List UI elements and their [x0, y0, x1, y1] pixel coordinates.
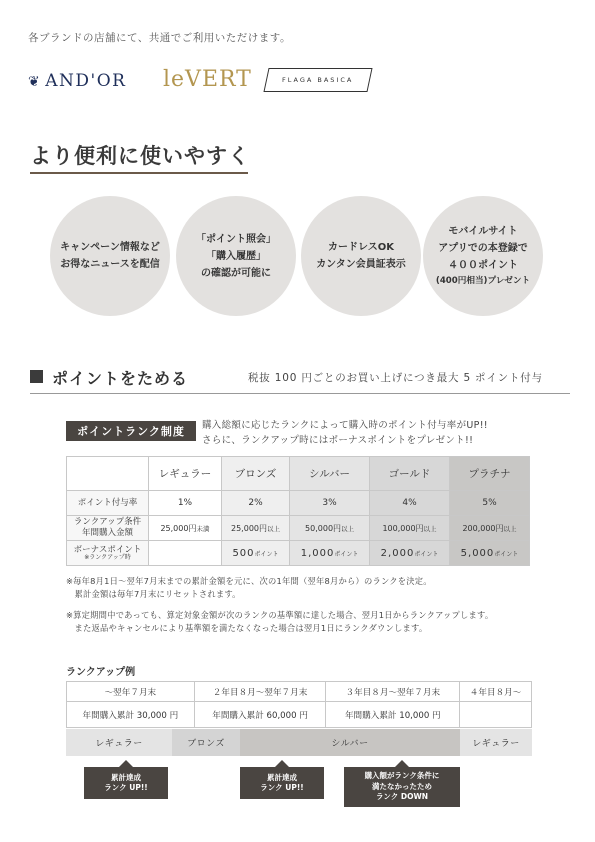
points-subtitle: 税抜 100 円ごとのお買い上げにつき最大 5 ポイント付与	[248, 372, 543, 384]
condition-amount: 25,000円	[231, 523, 267, 533]
example-amount: 年間購入累計 10,000 円	[326, 702, 460, 728]
rate-label: ポイント付与率	[67, 491, 149, 516]
feature-text: (400円相当)プレゼント	[435, 276, 531, 287]
example-title: ランクアップ例	[66, 667, 136, 678]
bonus-cell	[221, 541, 289, 566]
example-period: ２年目８月～翌年７月末	[194, 682, 326, 702]
bonus-cell	[149, 541, 222, 566]
flaga-basica-logo	[263, 68, 372, 92]
callout-text: ランク UP!!	[260, 783, 304, 792]
condition-amount: 50,000円	[305, 523, 342, 533]
callout-text: 購入額がランク条件に	[364, 771, 440, 781]
bonus-cell	[370, 541, 450, 566]
condition-cell	[449, 516, 529, 541]
example-amount: 年間購入累計 30,000 円	[67, 702, 195, 728]
feature-text: お得なニュースを配信	[60, 259, 160, 270]
example-amount: 年間購入累計 60,000 円	[194, 702, 326, 728]
example-amount	[460, 702, 532, 728]
bonus-label-line: ボーナスポイント	[73, 544, 142, 555]
callout-pointer-icon	[395, 760, 409, 767]
feature-circle-history	[176, 196, 296, 316]
points-section-header	[30, 366, 570, 390]
example-period: ４年目８月～	[460, 682, 532, 702]
bonus-unit: ポイント	[334, 550, 359, 558]
feature-text: アプリでの本登録で	[438, 243, 528, 255]
rank-description	[202, 418, 488, 448]
callout-text: 累計達成	[111, 772, 141, 782]
callout-rank-up-2	[240, 767, 324, 799]
condition-suffix: 以上	[423, 524, 437, 533]
rate-row	[67, 491, 530, 516]
intro-text: 各ブランドの店舗にて、共通でご利用いただけます。	[28, 32, 291, 44]
bonus-row	[67, 541, 530, 566]
feature-text: カードレスOK	[328, 242, 394, 253]
condition-label	[67, 516, 149, 541]
levert-logo: leVERT	[163, 67, 252, 92]
rate-cell: 3%	[290, 491, 370, 516]
bonus-unit: ポイント	[414, 550, 439, 558]
bonus-label	[67, 541, 149, 566]
example-period: ～翌年７月末	[67, 682, 195, 702]
rank-table	[66, 456, 530, 566]
points-title: ポイントをためる	[52, 369, 189, 388]
condition-suffix: 以上	[503, 524, 517, 533]
rate-cell: 1%	[149, 491, 222, 516]
rank-header-silver: シルバー	[290, 457, 370, 491]
callout-text: 満たなかったため	[372, 781, 432, 791]
condition-amount: 100,000円	[382, 523, 424, 533]
rank-bar-silver: シルバー	[240, 729, 460, 756]
example-period-row	[67, 682, 532, 702]
rank-header-regular: レギュラー	[149, 457, 222, 491]
condition-cell	[221, 516, 289, 541]
rank-bar-regular: レギュラー	[66, 729, 172, 756]
condition-cell	[370, 516, 450, 541]
note-line: 累計金額は毎年7月末にリセットされます。	[66, 588, 241, 599]
feature-text: キャンペーン情報など	[60, 242, 160, 253]
condition-row	[67, 516, 530, 541]
feature-text: モバイルサイト	[448, 226, 518, 238]
rank-notes	[66, 575, 493, 634]
note-line: ※算定期間中であっても、算定対象金額が次のランクの基準額に達した場合、翌月1日からランクアップします。	[66, 609, 494, 620]
feature-circle-registration	[423, 196, 543, 316]
rank-header-bronze: ブロンズ	[221, 457, 289, 491]
rank-header-platinum: プラチナ	[449, 457, 529, 491]
rank-bar-bronze: ブロンズ	[172, 729, 240, 756]
bonus-unit: ポイント	[254, 550, 279, 558]
feature-circle-cardless	[301, 196, 421, 316]
rank-description-line: さらに、ランクアップ時にはボーナスポイントをプレゼント!!	[202, 435, 474, 447]
feature-text: 「ポイント照会」	[196, 233, 276, 245]
feature-text: の確認が可能に	[201, 267, 271, 279]
feature-text: ４００ポイント	[448, 260, 518, 272]
example-amount-row	[67, 702, 532, 728]
callout-text: ランク UP!!	[104, 783, 148, 792]
rank-header-empty	[67, 457, 149, 491]
example-table	[66, 681, 532, 728]
brand-logos	[28, 68, 388, 96]
andor-logo	[28, 71, 126, 91]
condition-cell	[290, 516, 370, 541]
feature-text: カンタン会員証表示	[316, 259, 406, 270]
callout-rank-up-1	[84, 767, 168, 799]
bonus-points: 5,000	[460, 547, 495, 559]
note-line: ※毎年8月1日～翌年7月末までの累計金額を元に、次の1年間（翌年8月から）のランクを決定。	[66, 576, 432, 586]
rank-header-gold: ゴールド	[370, 457, 450, 491]
condition-suffix: 未満	[196, 524, 210, 533]
section-divider	[30, 393, 570, 394]
callout-pointer-icon	[275, 760, 289, 767]
square-bullet-icon	[30, 370, 43, 383]
feature-text: 「購入履歴」	[206, 250, 266, 262]
condition-cell	[149, 516, 222, 541]
callout-pointer-icon	[119, 760, 133, 767]
condition-suffix: 以上	[267, 524, 280, 533]
bonus-unit: ポイント	[494, 550, 519, 558]
andor-mark-icon: ❦	[28, 74, 42, 90]
callout-text: ランク DOWN	[375, 792, 429, 802]
condition-amount: 25,000円	[160, 523, 197, 533]
rank-system-label: ポイントランク制度	[66, 421, 196, 441]
andor-logo-text: AND'OR	[45, 71, 127, 91]
condition-suffix: 以上	[341, 524, 355, 533]
condition-label-line: 年間購入金額	[81, 528, 133, 538]
bonus-points: 1,000	[300, 547, 335, 559]
condition-label-line: ランクアップ条件	[73, 517, 142, 528]
callout-text: 累計達成	[267, 772, 297, 782]
features-title: より便利に使いやすく	[30, 144, 250, 168]
bonus-label-note: ※ランクアップ時	[84, 554, 131, 562]
example-period: ３年目８月～翌年７月末	[326, 682, 460, 702]
bonus-cell	[290, 541, 370, 566]
rank-header-row	[67, 457, 530, 491]
bonus-points: 2,000	[380, 547, 415, 559]
rate-cell: 2%	[221, 491, 289, 516]
rate-cell: 4%	[370, 491, 450, 516]
flaga-basica-text: FLAGA BASICA	[282, 76, 354, 84]
callout-rank-down	[344, 767, 460, 807]
note-line: また返品やキャンセルにより基準額を満たなくなった場合は翌月1日にランクダウンします。	[66, 622, 428, 633]
rank-bar-regular-2: レギュラー	[460, 729, 532, 756]
rank-description-line: 購入総額に応じたランクによって購入時のポイント付与率がUP!!	[202, 420, 488, 431]
features-underline	[30, 172, 248, 174]
bonus-points: 500	[232, 547, 255, 559]
bonus-cell	[449, 541, 529, 566]
condition-amount: 200,000円	[462, 523, 504, 533]
feature-circle-news	[50, 196, 170, 316]
rate-cell: 5%	[449, 491, 529, 516]
